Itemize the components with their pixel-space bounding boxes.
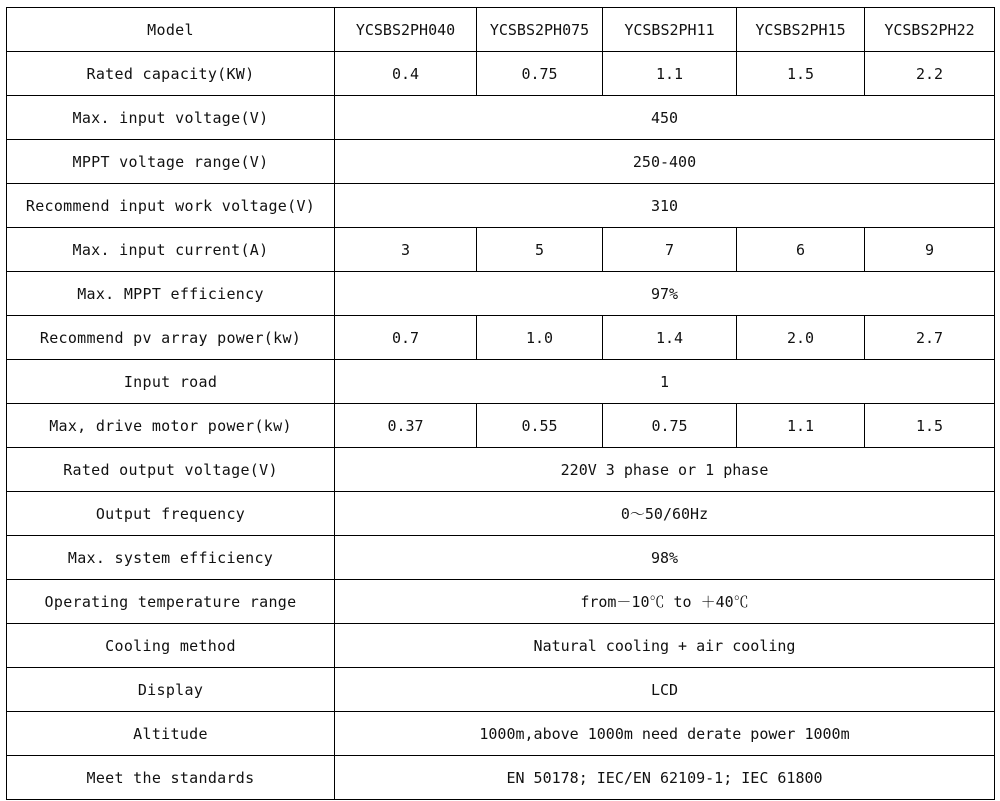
table-row (7, 580, 995, 624)
row-label: Recommend input work voltage(V) (7, 184, 335, 228)
row-value-merged: EN 50178; IEC/EN 62109-1; IEC 61800 (335, 756, 995, 800)
table-row (7, 624, 995, 668)
row-value: 1.1 (737, 404, 865, 448)
table-row (7, 404, 995, 448)
header-cell-model-3: YCSBS2PH11 (603, 8, 737, 52)
header-cell-model-2: YCSBS2PH075 (477, 8, 603, 52)
row-label: Operating temperature range (7, 580, 335, 624)
row-label: Max, drive motor power(kw) (7, 404, 335, 448)
table-row (7, 316, 995, 360)
table-row (7, 272, 995, 316)
row-label: Meet the standards (7, 756, 335, 800)
row-value: 5 (477, 228, 603, 272)
table-row (7, 228, 995, 272)
table-row (7, 448, 995, 492)
row-value: 2.2 (865, 52, 995, 96)
row-value-merged: 0～50/60Hz (335, 492, 995, 536)
row-value: 6 (737, 228, 865, 272)
table-row (7, 96, 995, 140)
row-label: Rated capacity(KW) (7, 52, 335, 96)
row-value: 0.37 (335, 404, 477, 448)
row-label: Max. system efficiency (7, 536, 335, 580)
row-value-merged: 1 (335, 360, 995, 404)
row-label: MPPT voltage range(V) (7, 140, 335, 184)
header-cell-model-1: YCSBS2PH040 (335, 8, 477, 52)
spec-table-body (7, 8, 995, 800)
row-value: 2.7 (865, 316, 995, 360)
row-value: 0.75 (477, 52, 603, 96)
row-value: 1.5 (737, 52, 865, 96)
row-label: Input road (7, 360, 335, 404)
spec-table (6, 7, 995, 800)
row-value: 0.55 (477, 404, 603, 448)
row-value-merged: 97% (335, 272, 995, 316)
row-label: Cooling method (7, 624, 335, 668)
row-label: Max. MPPT efficiency (7, 272, 335, 316)
row-value: 0.7 (335, 316, 477, 360)
row-value: 1.0 (477, 316, 603, 360)
row-value: 2.0 (737, 316, 865, 360)
header-cell-model-5: YCSBS2PH22 (865, 8, 995, 52)
table-row (7, 668, 995, 712)
table-row (7, 492, 995, 536)
row-value: 1.5 (865, 404, 995, 448)
row-value: 3 (335, 228, 477, 272)
row-value-merged: 98% (335, 536, 995, 580)
header-cell-model-4: YCSBS2PH15 (737, 8, 865, 52)
row-value: 1.1 (603, 52, 737, 96)
row-label: Display (7, 668, 335, 712)
row-label: Altitude (7, 712, 335, 756)
row-label: Recommend pv array power(kw) (7, 316, 335, 360)
row-value: 0.75 (603, 404, 737, 448)
row-value-merged: 450 (335, 96, 995, 140)
row-label: Max. input current(A) (7, 228, 335, 272)
table-row (7, 536, 995, 580)
row-label: Rated output voltage(V) (7, 448, 335, 492)
table-row (7, 140, 995, 184)
header-cell-model: Model (7, 8, 335, 52)
header-row (7, 8, 995, 52)
row-value-merged: 310 (335, 184, 995, 228)
row-value-merged: 250-400 (335, 140, 995, 184)
table-row (7, 712, 995, 756)
row-value-merged: from－10℃ to ＋40℃ (335, 580, 995, 624)
row-value: 9 (865, 228, 995, 272)
row-value: 7 (603, 228, 737, 272)
row-value-merged: 220V 3 phase or 1 phase (335, 448, 995, 492)
row-value-merged: 1000m,above 1000m need derate power 1000m (335, 712, 995, 756)
row-value-merged: Natural cooling + air cooling (335, 624, 995, 668)
row-value: 0.4 (335, 52, 477, 96)
row-label: Max. input voltage(V) (7, 96, 335, 140)
table-row (7, 52, 995, 96)
table-row (7, 756, 995, 800)
row-value: 1.4 (603, 316, 737, 360)
table-row (7, 184, 995, 228)
row-label: Output frequency (7, 492, 335, 536)
table-row (7, 360, 995, 404)
row-value-merged: LCD (335, 668, 995, 712)
